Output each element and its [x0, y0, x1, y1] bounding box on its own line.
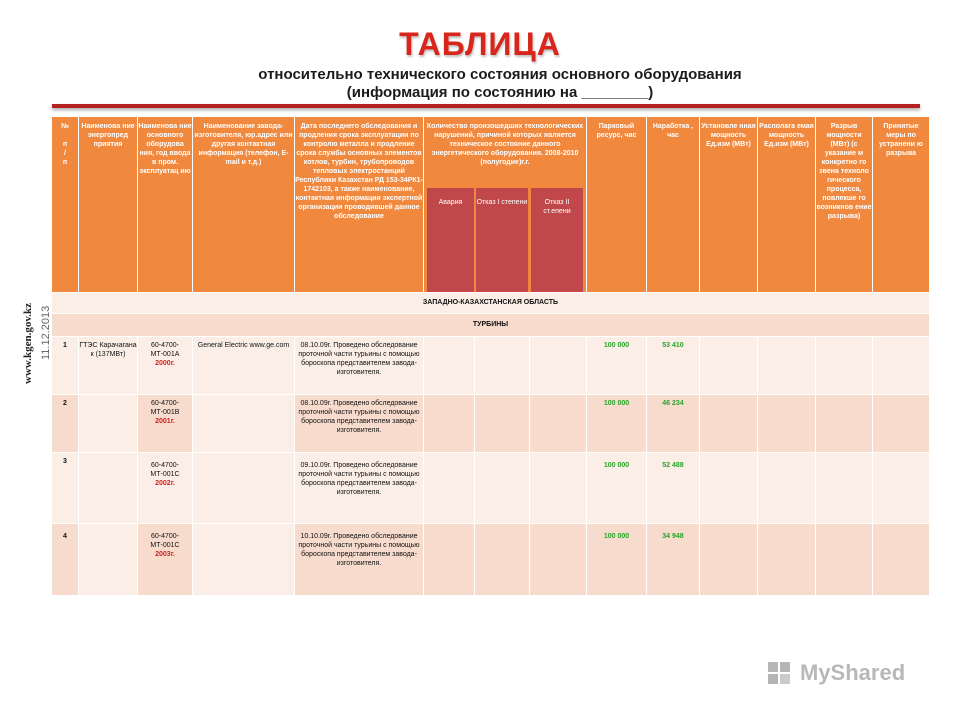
subheader-accident: Авария: [427, 188, 474, 292]
cell-park-resource: 100 000: [587, 524, 647, 595]
title-divider: [52, 104, 920, 108]
cell-refusal-1: [475, 337, 530, 394]
cell-inspection: 08.10.09г. Проведено обследование проточной части турьины с помощью бороскопа представителем завода-изготовителя.: [295, 395, 424, 452]
table-row: [52, 524, 929, 595]
cell-accident: [424, 524, 475, 595]
equipment-year: 2000г.: [155, 360, 175, 367]
cell-inspection: 09.10.09г. Проведено обследование проточной части турьины с помощью бороскопа представителем завода-изготовителя.: [295, 453, 424, 523]
cell-num: 4: [52, 524, 79, 595]
myshared-logo-icon: [768, 662, 792, 686]
site-url[interactable]: www.kgen.gov.kz: [22, 303, 34, 384]
subheader-refusal-2: Отказ II ст.епени: [531, 188, 583, 292]
cell-accident: [424, 453, 475, 523]
cell-available-power: [758, 524, 816, 595]
header-num: № п / п: [52, 117, 78, 292]
header-park-resource: Парковый ресурс, час: [587, 117, 646, 292]
cell-power-gap: [816, 395, 873, 452]
table-row: [52, 453, 929, 523]
header-manufacturer: Наименование завода-изготовителя, юр.адрес или другая контактная информация (телефон, E-mail и т.д.): [193, 117, 294, 292]
cell-measures: [873, 337, 929, 394]
cell-accident: [424, 337, 475, 394]
cell-refusal-1: [475, 453, 530, 523]
myshared-watermark: [768, 660, 928, 690]
cell-measures: [873, 395, 929, 452]
cell-enterprise: ГТЭС Карачагана к (137МВт): [79, 337, 138, 394]
cell-power-gap: [816, 524, 873, 595]
cell-measures: [873, 524, 929, 595]
cell-refusal-1: [475, 395, 530, 452]
cell-manufacturer: [193, 395, 295, 452]
section-band: ТУРБИНЫ: [52, 314, 929, 336]
cell-enterprise: [79, 453, 138, 523]
cell-refusal-2: [530, 453, 587, 523]
slide-title: ТАБЛИЦА: [399, 26, 561, 62]
equipment-id: 60-4700-МТ-001С: [150, 533, 180, 549]
cell-power-gap: [816, 453, 873, 523]
cell-operating-time: 53 410: [647, 337, 700, 394]
subtitle-line-1: относительно технического состояния основного оборудования: [258, 66, 742, 83]
equipment-id: 60-4700-МТ-001В: [150, 400, 180, 416]
header-inspection: Дата последнего обследования и продления срока эксплуатации по контролю металла и продление срока службы основных элементов котлов, турбин, трубопроводов тепловых электростанций Республики Казахстан РД 153-34РК1-1742103, а также наименование, контактная информация экспертной организации проводившей данное обследование: [295, 117, 423, 292]
region-band: ЗАПАДНО-КАЗАХСТАНСКАЯ ОБЛАСТЬ: [52, 293, 929, 313]
cell-refusal-2: [530, 524, 587, 595]
slide-date: 11.12.2013: [40, 305, 52, 360]
cell-equipment: [138, 453, 193, 523]
header-enterprise: Наименова ние энергопред приятия: [79, 117, 137, 292]
myshared-wordmark: MyShared: [800, 660, 906, 685]
cell-enterprise: [79, 395, 138, 452]
header-measures: Принятые меры по устранени ю разрыва: [873, 117, 929, 292]
cell-inspection: 10.10.09г. Проведено обследование проточной части турьины с помощью бороскопа представителем завода-изготовителя.: [295, 524, 424, 595]
cell-refusal-2: [530, 395, 587, 452]
cell-park-resource: 100 000: [587, 395, 647, 452]
cell-measures: [873, 453, 929, 523]
table-row: [52, 337, 929, 394]
header-violations: Количество произошедших технологических нарушений, причиной которых является техническое состояние данного энергетического оборудования. 2008-2010 (полугодие)г.г.: [424, 117, 586, 292]
equipment-year: 2003г.: [155, 551, 175, 558]
cell-enterprise: [79, 524, 138, 595]
cell-num: 1: [52, 337, 79, 394]
cell-manufacturer: [193, 524, 295, 595]
equipment-year: 2002г.: [155, 480, 175, 487]
cell-manufacturer: General Electric www.ge.com: [193, 337, 295, 394]
subheader-refusal-1: Отказ I степени: [476, 188, 528, 292]
cell-num: 2: [52, 395, 79, 452]
cell-installed-power: [700, 524, 758, 595]
cell-park-resource: 100 000: [587, 337, 647, 394]
cell-inspection: 08.10.09г. Проведено обследование проточной части турьины с помощью бороскопа представителем завода-изготовителя.: [295, 337, 424, 394]
cell-installed-power: [700, 395, 758, 452]
cell-park-resource: 100 000: [587, 453, 647, 523]
cell-power-gap: [816, 337, 873, 394]
equipment-year: 2001г.: [155, 418, 175, 425]
cell-operating-time: 34 948: [647, 524, 700, 595]
cell-available-power: [758, 337, 816, 394]
cell-operating-time: 52 488: [647, 453, 700, 523]
cell-equipment: [138, 395, 193, 452]
table-row: [52, 395, 929, 452]
cell-refusal-1: [475, 524, 530, 595]
header-operating-time: Наработка , час: [647, 117, 699, 292]
cell-installed-power: [700, 337, 758, 394]
subtitle-line-2: (информация по состоянию на ________): [346, 84, 654, 101]
cell-available-power: [758, 395, 816, 452]
header-equipment: Наименова ние основного оборудова ния, год ввода в пром. эксплуатац ию: [138, 117, 192, 292]
cell-equipment: [138, 337, 193, 394]
equipment-id: 60-4700-МТ-001С: [150, 462, 180, 478]
header-available-power: Располага емая мощность Ед.изм (МВт): [758, 117, 815, 292]
cell-operating-time: 46 234: [647, 395, 700, 452]
header-power-gap: Разрыв мощности (МВт) (с указание м конкретно го звена техноло гического процесса, повлекше го возникнов ение разрыва): [816, 117, 872, 292]
cell-installed-power: [700, 453, 758, 523]
cell-available-power: [758, 453, 816, 523]
cell-manufacturer: [193, 453, 295, 523]
header-installed-power: Установле нная мощность Ед.изм (МВт): [700, 117, 757, 292]
cell-accident: [424, 395, 475, 452]
cell-num: 3: [52, 453, 79, 523]
cell-refusal-2: [530, 337, 587, 394]
equipment-id: 60-4700-МТ-001А: [150, 342, 180, 358]
cell-equipment: [138, 524, 193, 595]
